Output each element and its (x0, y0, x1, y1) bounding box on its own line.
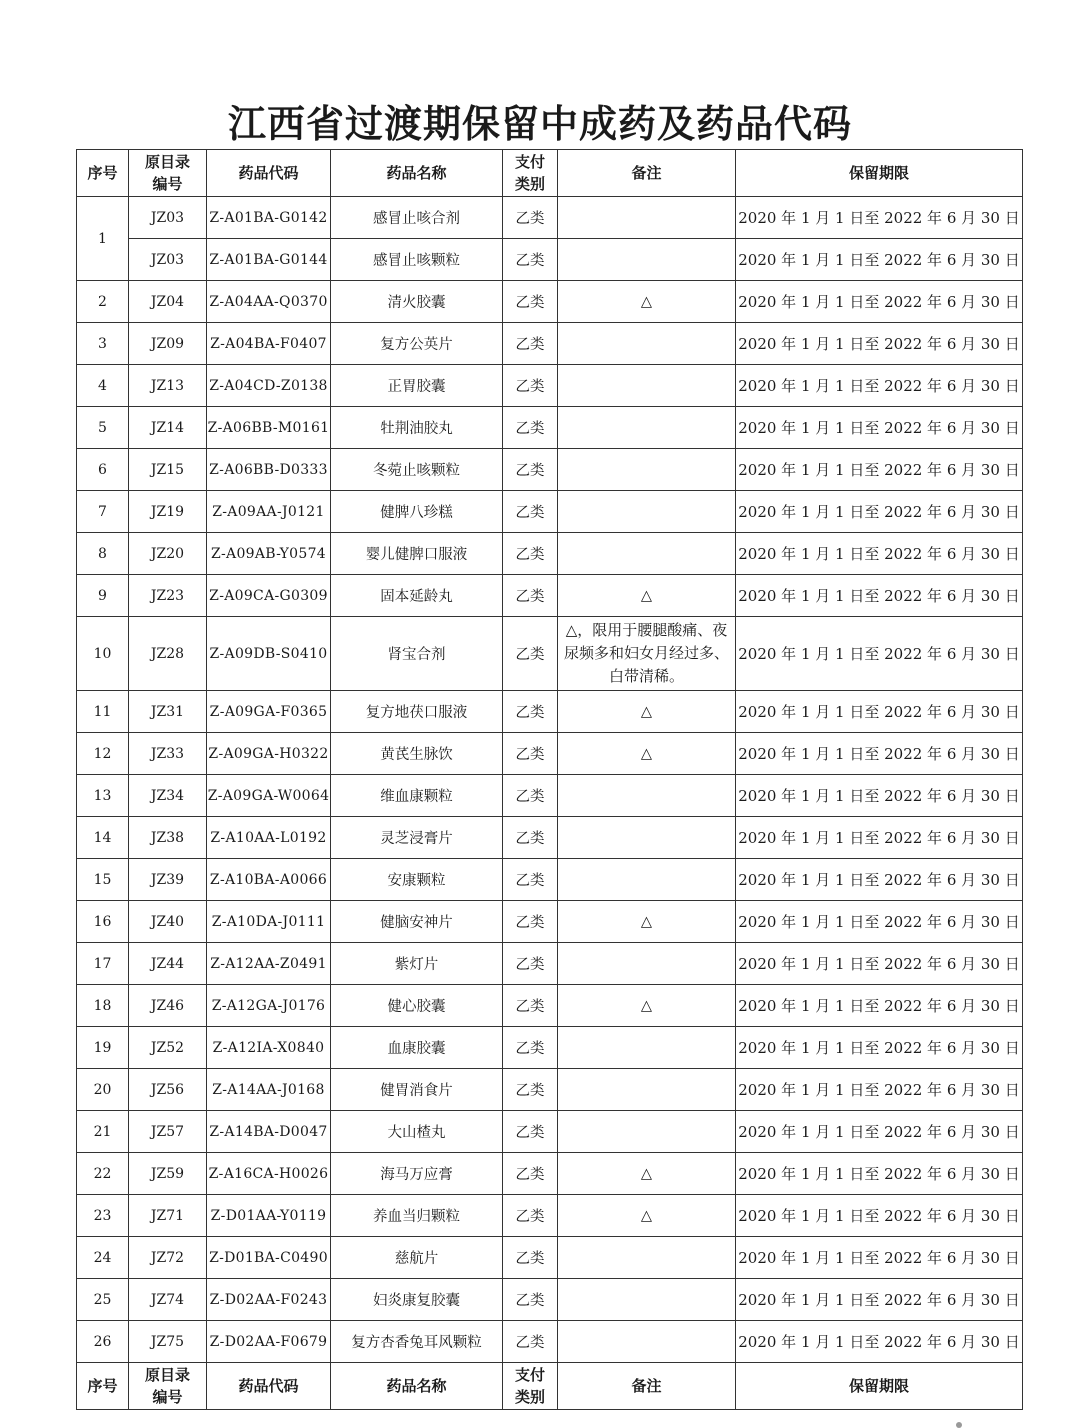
table-row (77, 901, 1023, 943)
orig-code-cell: JZ44 (129, 943, 207, 985)
footer-header-drug-name: 药品名称 (331, 1363, 503, 1410)
period-cell: 2020 年 1 月 1 日至 2022 年 6 月 30 日 (736, 449, 1023, 491)
seq-cell: 2 (77, 281, 129, 323)
drug-name-cell: 健胃消食片 (331, 1069, 503, 1111)
period-cell: 2020 年 1 月 1 日至 2022 年 6 月 30 日 (736, 533, 1023, 575)
header-orig-code (129, 150, 207, 197)
footer-header-seq: 序号 (77, 1363, 129, 1410)
pay-type-cell: 乙类 (503, 733, 558, 775)
orig-code-cell: JZ19 (129, 491, 207, 533)
drug-code-cell: Z-D01BA-C0490 (207, 1237, 331, 1279)
period-cell: 2020 年 1 月 1 日至 2022 年 6 月 30 日 (736, 197, 1023, 239)
header-period: 保留期限 (736, 150, 1023, 197)
period-cell: 2020 年 1 月 1 日至 2022 年 6 月 30 日 (736, 943, 1023, 985)
document-title: 江西省过渡期保留中成药及药品代码 (227, 102, 852, 146)
note-cell (558, 943, 736, 985)
note-cell (558, 323, 736, 365)
period-cell: 2020 年 1 月 1 日至 2022 年 6 月 30 日 (736, 575, 1023, 617)
drug-code-cell: Z-A12GA-J0176 (207, 985, 331, 1027)
orig-code-cell: JZ33 (129, 733, 207, 775)
pay-type-cell: 乙类 (503, 1321, 558, 1363)
note-cell: △ (558, 691, 736, 733)
drug-code-cell: Z-A01BA-G0144 (207, 239, 331, 281)
seq-cell: 7 (77, 491, 129, 533)
drug-name-cell: 养血当归颗粒 (331, 1195, 503, 1237)
table-row (77, 859, 1023, 901)
drug-code-cell: Z-A12IA-X0840 (207, 1027, 331, 1069)
orig-code-cell: JZ40 (129, 901, 207, 943)
seq-cell: 26 (77, 1321, 129, 1363)
period-cell: 2020 年 1 月 1 日至 2022 年 6 月 30 日 (736, 691, 1023, 733)
footer-header-note: 备注 (558, 1363, 736, 1410)
seq-cell: 23 (77, 1195, 129, 1237)
drug-name-cell: 固本延龄丸 (331, 575, 503, 617)
table-row (77, 733, 1023, 775)
pay-type-cell: 乙类 (503, 281, 558, 323)
footer-header-pay-type (503, 1363, 558, 1410)
table-header-row-bottom (77, 1363, 1023, 1410)
pay-type-cell: 乙类 (503, 365, 558, 407)
drug-code-cell: Z-A01BA-G0142 (207, 197, 331, 239)
drug-name-cell: 清火胶囊 (331, 281, 503, 323)
period-cell: 2020 年 1 月 1 日至 2022 年 6 月 30 日 (736, 491, 1023, 533)
drug-name-cell: 维血康颗粒 (331, 775, 503, 817)
drug-code-cell: Z-A14BA-D0047 (207, 1111, 331, 1153)
period-cell: 2020 年 1 月 1 日至 2022 年 6 月 30 日 (736, 775, 1023, 817)
note-cell (558, 239, 736, 281)
orig-code-cell: JZ09 (129, 323, 207, 365)
seq-cell: 24 (77, 1237, 129, 1279)
drug-name-cell: 婴儿健脾口服液 (331, 533, 503, 575)
seq-cell: 17 (77, 943, 129, 985)
drug-name-cell: 牡荆油胶丸 (331, 407, 503, 449)
table-row (77, 817, 1023, 859)
period-cell: 2020 年 1 月 1 日至 2022 年 6 月 30 日 (736, 323, 1023, 365)
pay-type-cell: 乙类 (503, 197, 558, 239)
note-cell: △ (558, 575, 736, 617)
orig-code-cell: JZ39 (129, 859, 207, 901)
pay-type-cell: 乙类 (503, 407, 558, 449)
period-cell: 2020 年 1 月 1 日至 2022 年 6 月 30 日 (736, 985, 1023, 1027)
drug-name-cell: 大山楂丸 (331, 1111, 503, 1153)
period-cell: 2020 年 1 月 1 日至 2022 年 6 月 30 日 (736, 859, 1023, 901)
drug-name-cell: 复方杏香兔耳风颗粒 (331, 1321, 503, 1363)
period-cell: 2020 年 1 月 1 日至 2022 年 6 月 30 日 (736, 617, 1023, 691)
period-cell: 2020 年 1 月 1 日至 2022 年 6 月 30 日 (736, 1195, 1023, 1237)
seq-cell: 25 (77, 1279, 129, 1321)
pay-type-cell: 乙类 (503, 1237, 558, 1279)
pay-type-cell: 乙类 (503, 1153, 558, 1195)
drug-code-table (76, 149, 1023, 1410)
table-row (77, 985, 1023, 1027)
orig-code-cell: JZ23 (129, 575, 207, 617)
pay-type-cell: 乙类 (503, 617, 558, 691)
period-cell: 2020 年 1 月 1 日至 2022 年 6 月 30 日 (736, 733, 1023, 775)
drug-name-cell: 妇炎康复胶囊 (331, 1279, 503, 1321)
table-row (77, 407, 1023, 449)
drug-code-cell: Z-A09GA-F0365 (207, 691, 331, 733)
table-row (77, 449, 1023, 491)
orig-code-cell: JZ13 (129, 365, 207, 407)
drug-code-cell: Z-A10BA-A0066 (207, 859, 331, 901)
drug-code-cell: Z-A06BB-D0333 (207, 449, 331, 491)
drug-name-cell: 灵芝浸膏片 (331, 817, 503, 859)
table-row (77, 1321, 1023, 1363)
drug-code-cell: Z-A09AB-Y0574 (207, 533, 331, 575)
pay-type-cell: 乙类 (503, 533, 558, 575)
footer-header-drug-code: 药品代码 (207, 1363, 331, 1410)
seq-cell: 8 (77, 533, 129, 575)
orig-code-cell: JZ31 (129, 691, 207, 733)
note-cell: △ (558, 733, 736, 775)
drug-code-cell: Z-D02AA-F0243 (207, 1279, 331, 1321)
period-cell: 2020 年 1 月 1 日至 2022 年 6 月 30 日 (736, 407, 1023, 449)
drug-name-cell: 黄芪生脉饮 (331, 733, 503, 775)
header-drug-name: 药品名称 (331, 150, 503, 197)
drug-code-cell: Z-A14AA-J0168 (207, 1069, 331, 1111)
table-row (77, 575, 1023, 617)
pay-type-cell: 乙类 (503, 691, 558, 733)
footer-header-pay-line2: 类别 (514, 1388, 545, 1406)
table-row (77, 197, 1023, 239)
footer-header-orig-code-line2: 编号 (152, 1388, 183, 1406)
pay-type-cell: 乙类 (503, 1069, 558, 1111)
note-cell: △ (558, 985, 736, 1027)
drug-code-cell: Z-A12AA-Z0491 (207, 943, 331, 985)
drug-code-cell: Z-A16CA-H0026 (207, 1153, 331, 1195)
note-cell (558, 1027, 736, 1069)
note-cell (558, 491, 736, 533)
table-row (77, 1027, 1023, 1069)
seq-cell: 21 (77, 1111, 129, 1153)
note-cell: △ (558, 281, 736, 323)
note-cell (558, 1321, 736, 1363)
period-cell: 2020 年 1 月 1 日至 2022 年 6 月 30 日 (736, 1153, 1023, 1195)
note-cell: △，限用于腰腿酸痛、夜尿频多和妇女月经过多、白带清稀。 (558, 617, 736, 691)
drug-name-cell: 正胃胶囊 (331, 365, 503, 407)
orig-code-cell: JZ14 (129, 407, 207, 449)
pay-type-cell: 乙类 (503, 239, 558, 281)
orig-code-cell: JZ75 (129, 1321, 207, 1363)
drug-code-cell: Z-A09DB-S0410 (207, 617, 331, 691)
orig-code-cell: JZ04 (129, 281, 207, 323)
pay-type-cell: 乙类 (503, 901, 558, 943)
period-cell: 2020 年 1 月 1 日至 2022 年 6 月 30 日 (736, 1069, 1023, 1111)
note-cell (558, 1111, 736, 1153)
pay-type-cell: 乙类 (503, 1027, 558, 1069)
orig-code-cell: JZ52 (129, 1027, 207, 1069)
drug-code-cell: Z-A04AA-Q0370 (207, 281, 331, 323)
drug-name-cell: 健脾八珍糕 (331, 491, 503, 533)
seq-cell: 5 (77, 407, 129, 449)
drug-name-cell: 感冒止咳合剂 (331, 197, 503, 239)
drug-name-cell: 复方公英片 (331, 323, 503, 365)
table-row (77, 1153, 1023, 1195)
note-cell (558, 817, 736, 859)
note-cell (558, 1237, 736, 1279)
page-dot (956, 1422, 962, 1428)
pay-type-cell: 乙类 (503, 943, 558, 985)
table-row (77, 323, 1023, 365)
footer-header-period: 保留期限 (736, 1363, 1023, 1410)
orig-code-cell: JZ03 (129, 239, 207, 281)
drug-code-cell: Z-A10DA-J0111 (207, 901, 331, 943)
drug-code-cell: Z-D01AA-Y0119 (207, 1195, 331, 1237)
pay-type-cell: 乙类 (503, 859, 558, 901)
seq-cell: 14 (77, 817, 129, 859)
orig-code-cell: JZ03 (129, 197, 207, 239)
note-cell (558, 197, 736, 239)
pay-type-cell: 乙类 (503, 323, 558, 365)
seq-cell: 12 (77, 733, 129, 775)
drug-code-cell: Z-A09CA-G0309 (207, 575, 331, 617)
period-cell: 2020 年 1 月 1 日至 2022 年 6 月 30 日 (736, 1237, 1023, 1279)
table-row (77, 1111, 1023, 1153)
table-row (77, 239, 1023, 281)
seq-cell: 6 (77, 449, 129, 491)
note-cell (558, 533, 736, 575)
period-cell: 2020 年 1 月 1 日至 2022 年 6 月 30 日 (736, 239, 1023, 281)
period-cell: 2020 年 1 月 1 日至 2022 年 6 月 30 日 (736, 1321, 1023, 1363)
drug-code-cell: Z-D02AA-F0679 (207, 1321, 331, 1363)
pay-type-cell: 乙类 (503, 775, 558, 817)
seq-cell: 11 (77, 691, 129, 733)
orig-code-cell: JZ15 (129, 449, 207, 491)
table-row (77, 1195, 1023, 1237)
table-row (77, 691, 1023, 733)
seq-cell: 20 (77, 1069, 129, 1111)
period-cell: 2020 年 1 月 1 日至 2022 年 6 月 30 日 (736, 901, 1023, 943)
seq-cell: 4 (77, 365, 129, 407)
period-cell: 2020 年 1 月 1 日至 2022 年 6 月 30 日 (736, 1111, 1023, 1153)
drug-code-cell: Z-A09AA-J0121 (207, 491, 331, 533)
header-pay-line2: 类别 (514, 175, 545, 193)
seq-cell: 16 (77, 901, 129, 943)
drug-name-cell: 复方地茯口服液 (331, 691, 503, 733)
note-cell (558, 365, 736, 407)
note-cell (558, 1279, 736, 1321)
note-cell (558, 449, 736, 491)
pay-type-cell: 乙类 (503, 1111, 558, 1153)
seq-cell: 18 (77, 985, 129, 1027)
table-row (77, 775, 1023, 817)
table-row (77, 491, 1023, 533)
table-row (77, 365, 1023, 407)
note-cell (558, 775, 736, 817)
drug-name-cell: 安康颗粒 (331, 859, 503, 901)
pay-type-cell: 乙类 (503, 817, 558, 859)
pay-type-cell: 乙类 (503, 1195, 558, 1237)
header-drug-code: 药品代码 (207, 150, 331, 197)
note-cell (558, 859, 736, 901)
table-header-row-top (77, 150, 1023, 197)
period-cell: 2020 年 1 月 1 日至 2022 年 6 月 30 日 (736, 817, 1023, 859)
orig-code-cell: JZ74 (129, 1279, 207, 1321)
orig-code-cell: JZ72 (129, 1237, 207, 1279)
orig-code-cell: JZ20 (129, 533, 207, 575)
orig-code-cell: JZ46 (129, 985, 207, 1027)
drug-code-cell: Z-A04CD-Z0138 (207, 365, 331, 407)
seq-cell: 1 (77, 197, 129, 281)
header-note: 备注 (558, 150, 736, 197)
table-row (77, 533, 1023, 575)
seq-cell: 22 (77, 1153, 129, 1195)
table-row (77, 617, 1023, 691)
drug-name-cell: 健心胶囊 (331, 985, 503, 1027)
seq-cell: 15 (77, 859, 129, 901)
seq-cell: 3 (77, 323, 129, 365)
table-row (77, 1237, 1023, 1279)
drug-code-cell: Z-A10AA-L0192 (207, 817, 331, 859)
pay-type-cell: 乙类 (503, 985, 558, 1027)
drug-name-cell: 血康胶囊 (331, 1027, 503, 1069)
table-row (77, 943, 1023, 985)
note-cell: △ (558, 1195, 736, 1237)
period-cell: 2020 年 1 月 1 日至 2022 年 6 月 30 日 (736, 1027, 1023, 1069)
pay-type-cell: 乙类 (503, 1279, 558, 1321)
orig-code-cell: JZ57 (129, 1111, 207, 1153)
orig-code-cell: JZ71 (129, 1195, 207, 1237)
drug-name-cell: 慈航片 (331, 1237, 503, 1279)
pay-type-cell: 乙类 (503, 491, 558, 533)
footer-header-orig-code (129, 1363, 207, 1410)
drug-code-cell: Z-A09GA-H0322 (207, 733, 331, 775)
header-seq: 序号 (77, 150, 129, 197)
header-orig-code-line1: 原目录 (144, 153, 190, 171)
pay-type-cell: 乙类 (503, 575, 558, 617)
table-row (77, 281, 1023, 323)
note-cell (558, 1069, 736, 1111)
drug-name-cell: 紫灯片 (331, 943, 503, 985)
note-cell (558, 407, 736, 449)
orig-code-cell: JZ59 (129, 1153, 207, 1195)
drug-name-cell: 健脑安神片 (331, 901, 503, 943)
drug-name-cell: 肾宝合剂 (331, 617, 503, 691)
header-pay-line1: 支付 (514, 153, 545, 171)
note-cell: △ (558, 901, 736, 943)
seq-cell: 13 (77, 775, 129, 817)
drug-name-cell: 感冒止咳颗粒 (331, 239, 503, 281)
table-row (77, 1069, 1023, 1111)
period-cell: 2020 年 1 月 1 日至 2022 年 6 月 30 日 (736, 1279, 1023, 1321)
header-orig-code-line2: 编号 (152, 175, 183, 193)
period-cell: 2020 年 1 月 1 日至 2022 年 6 月 30 日 (736, 281, 1023, 323)
drug-name-cell: 海马万应膏 (331, 1153, 503, 1195)
footer-header-orig-code-line1: 原目录 (144, 1366, 190, 1384)
note-cell: △ (558, 1153, 736, 1195)
period-cell: 2020 年 1 月 1 日至 2022 年 6 月 30 日 (736, 365, 1023, 407)
seq-cell: 10 (77, 617, 129, 691)
drug-code-cell: Z-A04BA-F0407 (207, 323, 331, 365)
drug-name-cell: 冬菀止咳颗粒 (331, 449, 503, 491)
footer-header-pay-line1: 支付 (514, 1366, 545, 1384)
orig-code-cell: JZ28 (129, 617, 207, 691)
seq-cell: 19 (77, 1027, 129, 1069)
drug-code-cell: Z-A06BB-M0161 (207, 407, 331, 449)
orig-code-cell: JZ56 (129, 1069, 207, 1111)
table-body (77, 150, 1023, 1410)
pay-type-cell: 乙类 (503, 449, 558, 491)
orig-code-cell: JZ38 (129, 817, 207, 859)
seq-cell: 9 (77, 575, 129, 617)
orig-code-cell: JZ34 (129, 775, 207, 817)
drug-code-cell: Z-A09GA-W0064 (207, 775, 331, 817)
header-pay-type (503, 150, 558, 197)
table-row (77, 1279, 1023, 1321)
